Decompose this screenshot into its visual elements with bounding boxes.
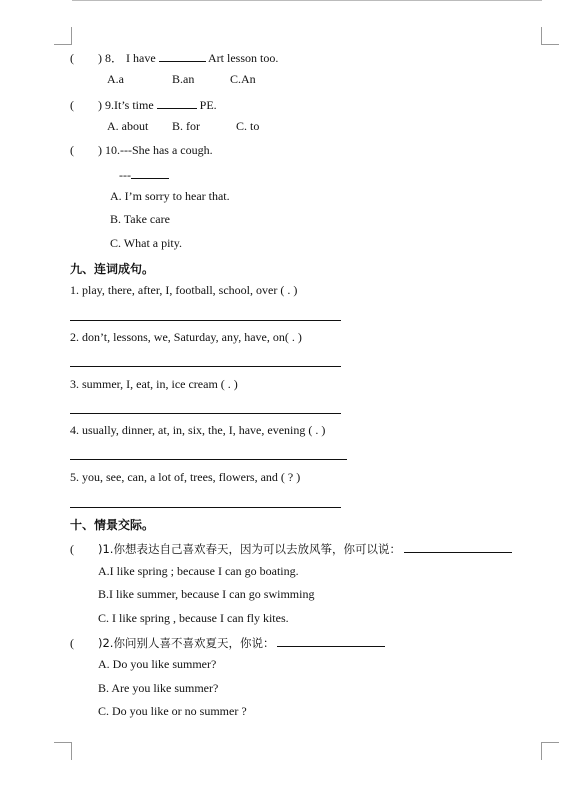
question-8-option-b[interactable]: B.an xyxy=(172,72,195,86)
answer-line-4[interactable] xyxy=(70,459,347,460)
question-8 xyxy=(70,49,278,66)
reorder-item-5: 5. you, see, can, a lot of, trees, flowers, and ( ? ) xyxy=(70,470,301,484)
situation-question-2-blank[interactable] xyxy=(277,634,385,647)
question-9-option-a[interactable]: A. about xyxy=(107,119,149,133)
situation-question-2 xyxy=(70,634,385,651)
answer-line-5[interactable] xyxy=(70,507,341,508)
question-9-option-c[interactable]: C. to xyxy=(236,119,260,133)
crop-mark-bottom-right xyxy=(541,742,559,760)
question-10-option-b[interactable]: B. Take care xyxy=(110,212,170,226)
crop-mark-top-left xyxy=(54,27,72,45)
reorder-item-4: 4. usually, dinner, at, in, six, the, I, have, evening ( . ) xyxy=(70,423,326,437)
answer-line-3[interactable] xyxy=(70,413,341,414)
question-9 xyxy=(70,96,217,113)
answer-paren: ( xyxy=(70,98,74,112)
question-8-option-a[interactable]: A.a xyxy=(107,72,124,86)
answer-paren: ( xyxy=(70,636,74,650)
question-10-option-a[interactable]: A. I’m sorry to hear that. xyxy=(110,189,230,203)
question-9-prefix: ) 9.It’s time xyxy=(98,98,154,112)
answer-line-2[interactable] xyxy=(70,366,341,367)
question-8-suffix: Art lesson too. xyxy=(208,51,279,65)
answer-line-1[interactable] xyxy=(70,320,341,321)
situation-question-2-prompt: )2.你问别人喜不喜欢夏天，你说： xyxy=(98,636,275,650)
situation-1-option-b[interactable]: B.I like summer, because I can go swimming xyxy=(98,587,315,601)
question-8-prefix: 8． I have xyxy=(105,51,156,65)
situation-2-option-c[interactable]: C. Do you like or no summer ? xyxy=(98,704,247,718)
question-9-suffix: PE. xyxy=(199,98,217,112)
answer-paren: ( xyxy=(70,542,74,556)
section-9-title: 九、连词成句。 xyxy=(70,262,155,276)
question-10 xyxy=(70,143,213,158)
situation-2-option-a[interactable]: A. Do you like summer? xyxy=(98,657,217,671)
situation-1-option-a[interactable]: A.I like spring ; because I can go boating. xyxy=(98,564,299,578)
situation-question-1 xyxy=(70,540,512,557)
question-10-blank[interactable] xyxy=(131,166,169,179)
situation-2-option-b[interactable]: B. Are you like summer? xyxy=(98,681,219,695)
answer-paren: ( xyxy=(70,143,74,157)
question-9-option-b[interactable]: B. for xyxy=(172,119,200,133)
question-10-reply xyxy=(119,166,169,183)
situation-question-1-prompt: )1.你想表达自己喜欢春天，因为可以去放风筝，你可以说： xyxy=(98,542,401,556)
question-8-option-c[interactable]: C.An xyxy=(230,72,256,86)
answer-paren: ( xyxy=(70,51,74,65)
page-top-border xyxy=(72,0,542,1)
answer-paren-close: ) xyxy=(98,51,102,65)
situation-1-option-c[interactable]: C. I like spring , because I can fly kites. xyxy=(98,611,289,625)
question-10-option-c[interactable]: C. What a pity. xyxy=(110,236,182,250)
crop-mark-top-right xyxy=(541,27,559,45)
reorder-item-2: 2. don’t, lessons, we, Saturday, any, have, on( . ) xyxy=(70,330,302,344)
reorder-item-3: 3. summer, I, eat, in, ice cream ( . ) xyxy=(70,377,238,391)
reorder-item-1: 1. play, there, after, I, football, school, over ( . ) xyxy=(70,283,298,297)
situation-question-1-blank[interactable] xyxy=(404,540,512,553)
section-10-title: 十、情景交际。 xyxy=(70,518,155,532)
crop-mark-bottom-left xyxy=(54,742,72,760)
question-10-prefix: ) 10.---She has a cough. xyxy=(98,143,213,157)
reply-dashes: --- xyxy=(119,168,131,182)
question-9-blank[interactable] xyxy=(157,96,197,109)
question-8-blank[interactable] xyxy=(159,49,206,62)
